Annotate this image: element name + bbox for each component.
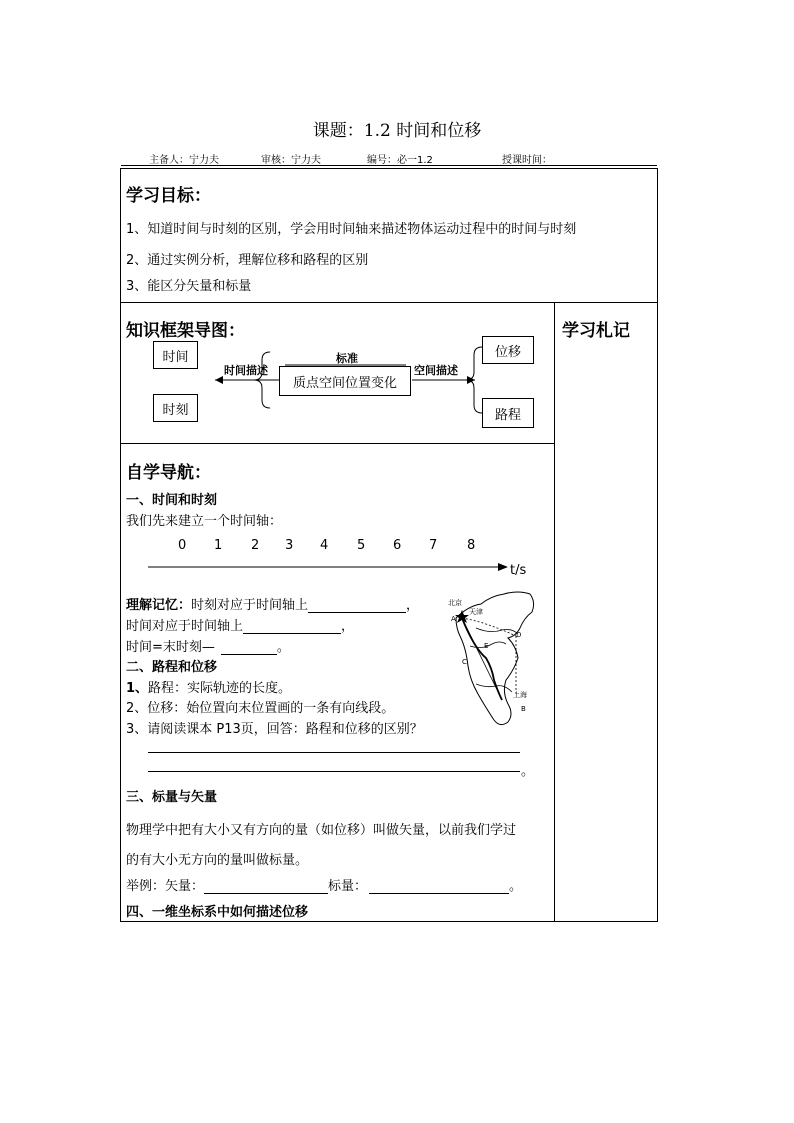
section-3-paragraph: 物理学中把有大小又有方向的量（如位移）叫做矢量，以前我们学过 [126, 823, 517, 838]
comma: ， [341, 619, 355, 634]
river [476, 684, 512, 692]
row-divider-2 [121, 443, 554, 444]
axis-tick-label: 3 [285, 538, 294, 553]
reviewer: 审核：宁力夫 [261, 155, 321, 166]
time-desc-label: 时间描述 [224, 364, 268, 377]
time-axis-arrow [498, 563, 508, 571]
meta-underline [121, 165, 657, 166]
lesson-number: 编号：必一1.2 [367, 155, 433, 166]
river [476, 628, 518, 634]
section-3-title: 三、标量与矢量 [126, 790, 218, 805]
axis-tick-label: 7 [429, 538, 438, 553]
section-1-intro: 我们先来建立一个时间轴： [126, 514, 283, 529]
axis-tick-label: 4 [320, 538, 329, 553]
period: 。 [521, 764, 535, 779]
blank [369, 881, 509, 894]
section-2-item-2: 2、位移：始位置向末位置画的一条有向线段。 [126, 701, 395, 716]
star-icon [455, 610, 469, 623]
section-2-item-1 [126, 677, 291, 696]
displacement-box: 位移 [482, 336, 534, 364]
section-2-title: 二、路程和位移 [126, 660, 218, 675]
blank [204, 881, 328, 894]
page-title: 课题：1.2 时间和位移 [312, 121, 482, 141]
axis-tick-label: 8 [467, 538, 476, 553]
route-map [446, 588, 540, 738]
memorize-text-3: 时间=末时刻— [126, 640, 215, 655]
answer-line [148, 752, 520, 753]
axis-tick-label: 0 [178, 538, 187, 553]
axis-tick-label: 6 [393, 538, 402, 553]
standard-label: 标准 [336, 352, 358, 365]
time-period-box: 时间 [153, 341, 198, 369]
arrow-left-head [215, 376, 223, 384]
period: 。 [509, 879, 523, 894]
time-moment-box: 时刻 [153, 394, 198, 422]
memorize-line-3 [126, 636, 290, 655]
notes-heading: 学习札记 [562, 321, 630, 341]
space-desc-label: 空间描述 [414, 364, 458, 377]
guide-heading: 自学导航： [126, 463, 211, 483]
center-concept-box: 质点空间位置变化 [279, 366, 411, 396]
blank [308, 600, 406, 613]
axis-tick-label: 2 [251, 538, 260, 553]
vector-example-label: 举例：矢量： [126, 879, 205, 894]
blank [221, 642, 277, 655]
comma: ， [406, 598, 420, 613]
memorize-text-2: 时间对应于时间轴上 [126, 619, 244, 634]
answer-line [148, 771, 520, 772]
blank [243, 621, 341, 634]
section-4-title: 四、一维坐标系中如何描述位移 [126, 905, 309, 920]
route-dashed [462, 618, 516, 636]
class-time: 授课时间： [502, 155, 552, 166]
period: 。 [276, 640, 290, 655]
map-label-beijing: 北京 [448, 599, 462, 607]
memorize-text-1: 时刻对应于时间轴上 [191, 598, 309, 613]
scalar-example-label: 标量： [328, 879, 368, 894]
section-1-title: 一、时间和时刻 [126, 493, 218, 508]
section-3-example [126, 875, 522, 894]
map-label-b: B [521, 705, 526, 713]
preparer: 主备人：宁力夫 [149, 155, 219, 166]
memorize-label: 理解记忆： [126, 598, 192, 613]
map-label-c: C [462, 658, 467, 666]
framework-heading: 知识框架导图： [126, 321, 245, 341]
map-label-tianjin: 天津 [469, 608, 483, 616]
axis-unit: t/s [510, 563, 527, 578]
memorize-line-1 [126, 594, 419, 613]
map-label-a: A [451, 615, 456, 623]
item-number: 1、 [126, 681, 149, 696]
goal-item: 1、知道时间与时刻的区别，学会用时间轴来描述物体运动过程中的时间与时刻 [126, 222, 577, 237]
section-2-item-3: 3、请阅读课本 P13页，回答：路程和位移的区别？ [126, 722, 423, 737]
map-label-shanghai: 上海 [513, 691, 527, 699]
axis-tick-label: 1 [214, 538, 223, 553]
goal-item: 2、通过实例分析，理解位移和路程的区别 [126, 253, 369, 268]
memorize-line-2 [126, 615, 354, 634]
goals-heading: 学习目标： [126, 186, 211, 206]
map-label-d: D [516, 631, 522, 639]
map-label-e: E [484, 642, 489, 650]
goal-item: 3、能区分矢量和标量 [126, 279, 252, 294]
section-3-paragraph: 的有大小无方向的量叫做标量。 [126, 853, 309, 868]
path-box: 路程 [482, 398, 534, 428]
item-text: 路程：实际轨迹的长度。 [148, 681, 292, 696]
axis-tick-label: 5 [357, 538, 366, 553]
row-divider-1 [121, 302, 657, 303]
